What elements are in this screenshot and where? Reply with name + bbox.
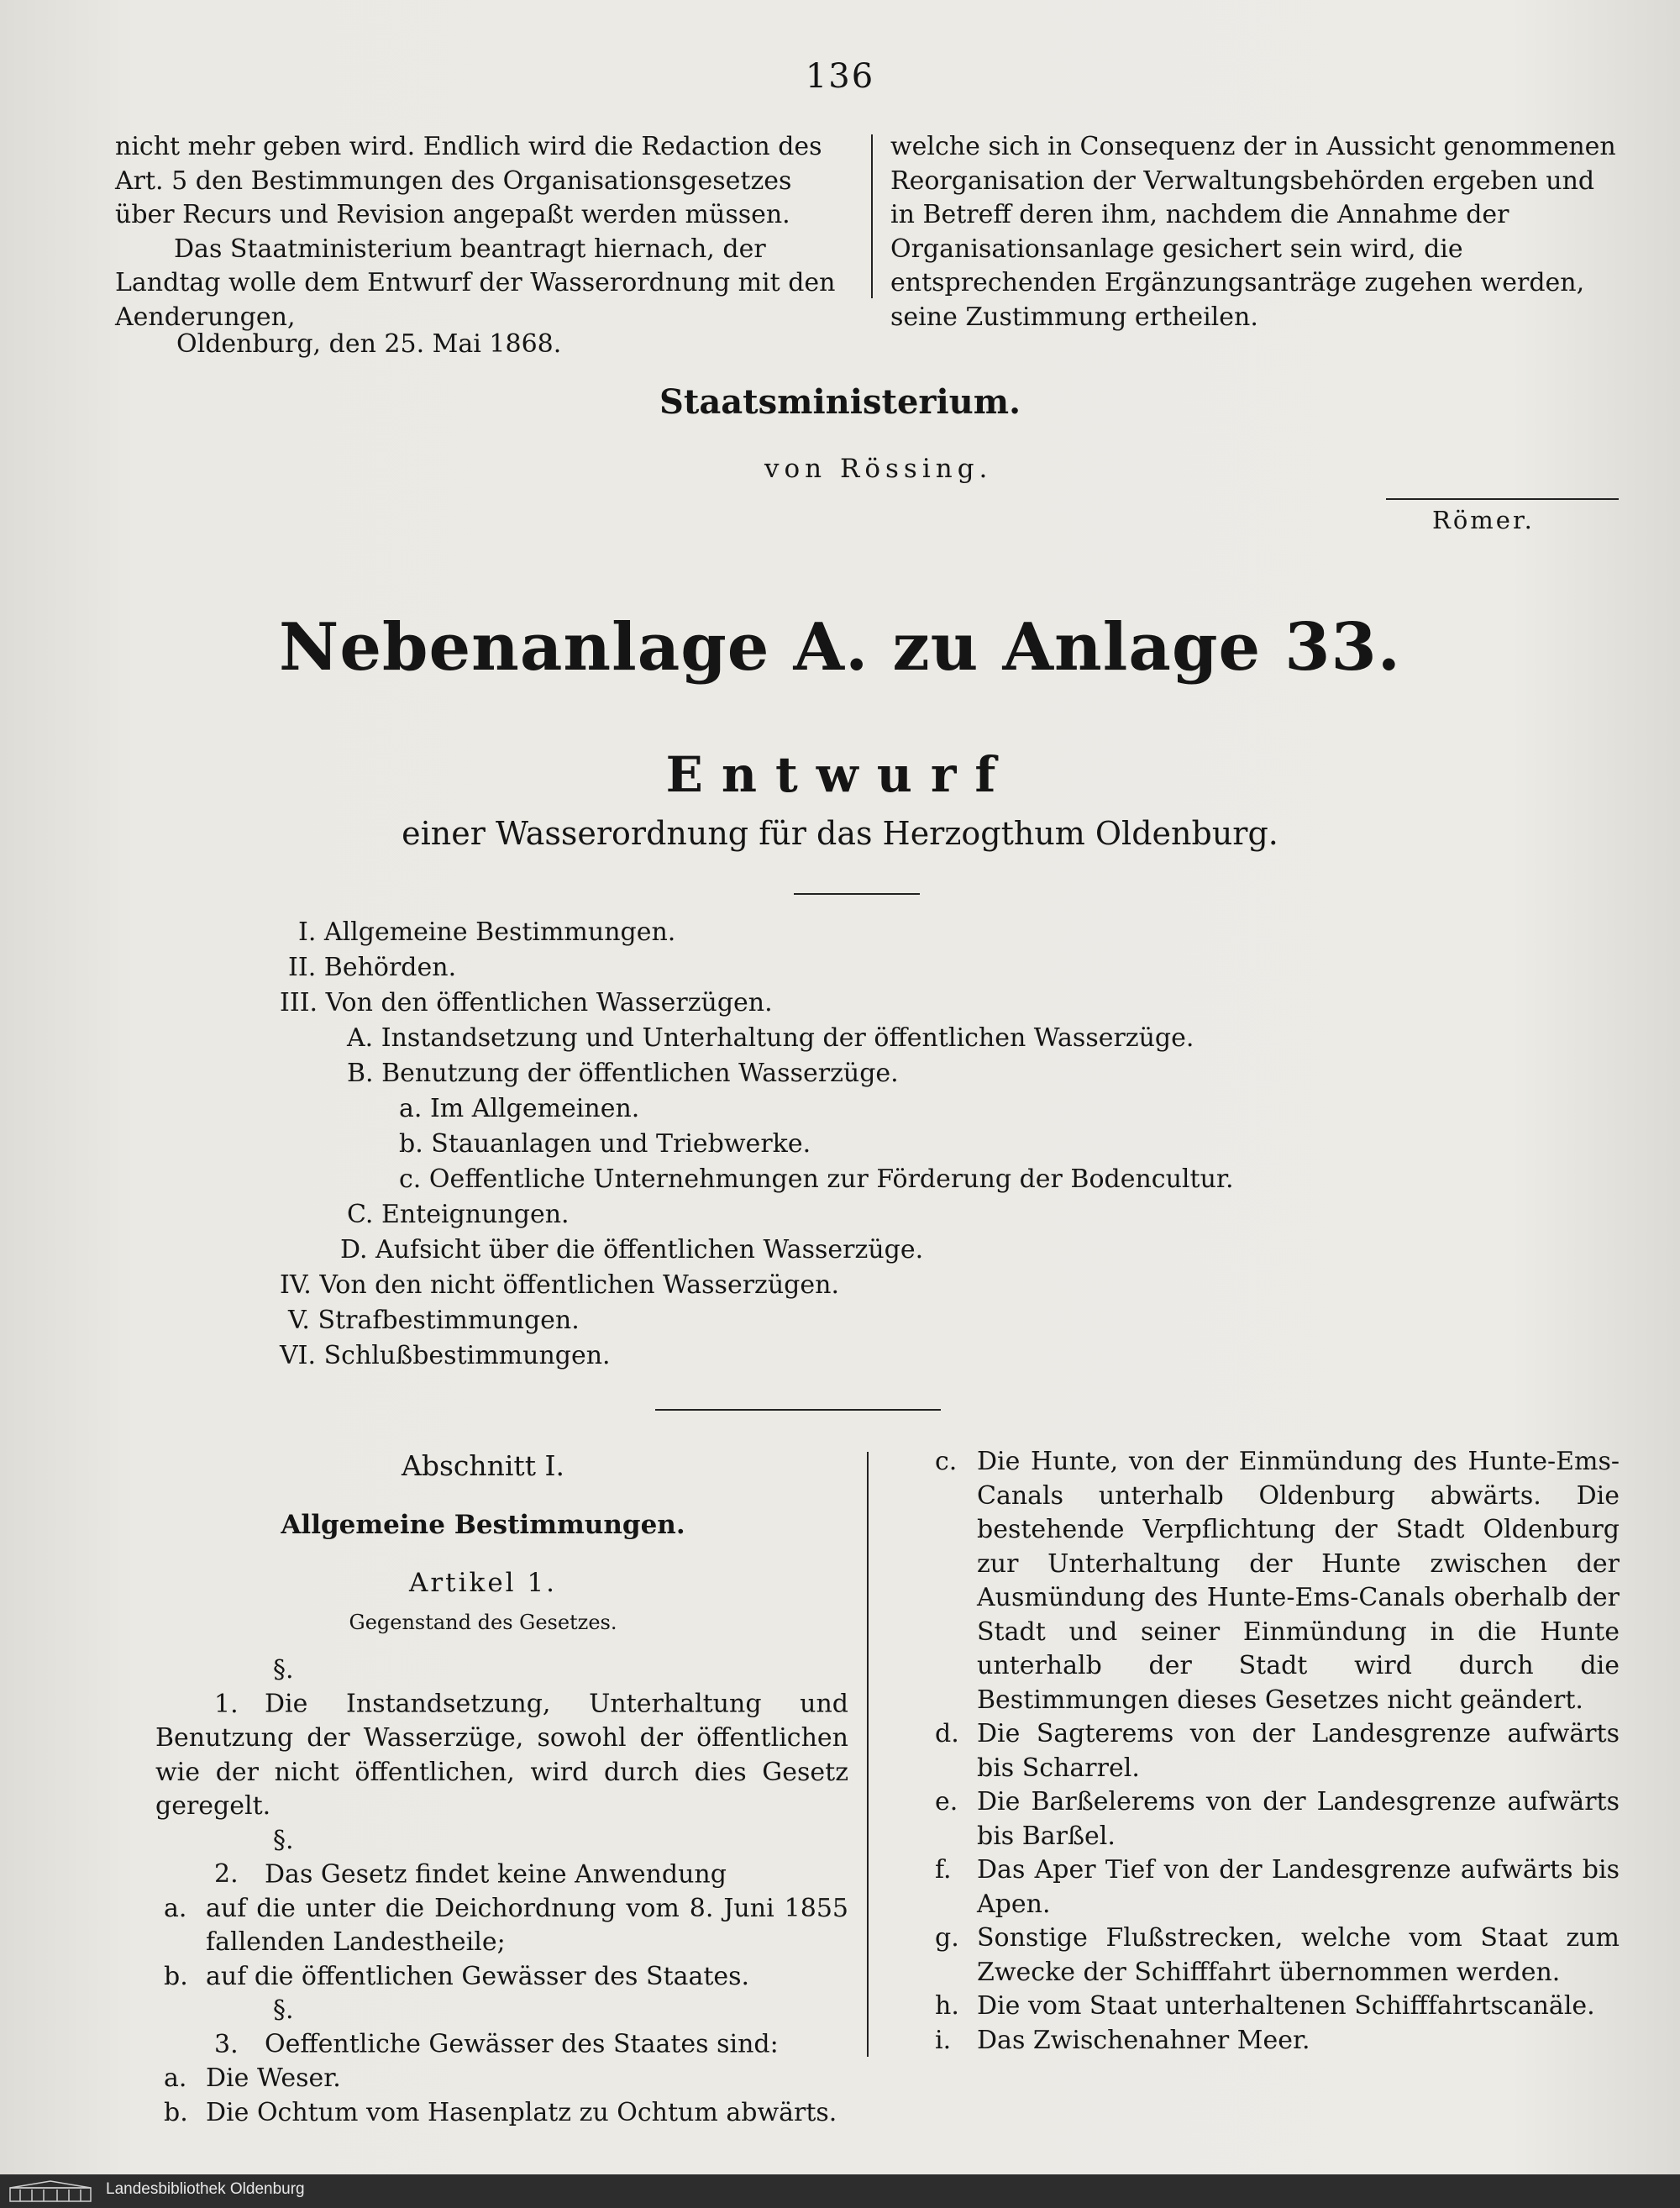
list-item-text: Die Barßelerems von der Landesgrenze aufwärts bis Barßel.: [977, 1787, 1620, 1851]
list-item-text: Die Ochtum vom Hasenplatz zu Ochtum abwärts.: [206, 2097, 837, 2127]
top-left-paragraph-1: nicht mehr geben wird. Endlich wird die Redaction des Art. 5 den Bestimmungen des Organisationsgesetzes über Recurs und Revision angepaßt werden müssen.: [115, 132, 822, 229]
list-item-text: Die Weser.: [206, 2063, 341, 2093]
top-right-column: [890, 130, 1625, 334]
toc-item: III. Von den öffentlichen Wasserzügen.: [280, 988, 773, 1017]
list-item-text: auf die öffentlichen Gewässer des Staates.: [206, 1961, 750, 1991]
list-item-label: f.: [935, 1855, 952, 1885]
list-item: [935, 1717, 1620, 1785]
paragraph-3-text: Oeffentliche Gewässer des Staates sind:: [265, 2029, 779, 2059]
list-item: [935, 1853, 1620, 1921]
list-item-label: i.: [935, 2025, 952, 2055]
list-item-label: g.: [935, 1923, 959, 1953]
paragraph-1-label: §. 1.: [214, 1655, 294, 1719]
top-left-column: [115, 130, 854, 334]
toc-item: IV. Von den nicht öffentlichen Wasserzügen.: [280, 1270, 839, 1300]
list-item-text: Sonstige Flußstrecken, welche vom Staat zum Zwecke der Schifffahrt übernommen werden.: [977, 1923, 1620, 1987]
toc-item: C. Enteignungen.: [347, 1200, 570, 1229]
list-item-label: a.: [164, 1893, 187, 1923]
list-item-text: auf die unter die Deichordnung vom 8. Juni 1855 fallenden Landestheile;: [206, 1893, 848, 1957]
list-item: [164, 2062, 848, 2096]
list-item-text: Die vom Staat unterhaltenen Schifffahrtscanäle.: [977, 1991, 1595, 2021]
list-item: [935, 1445, 1620, 1717]
library-building-icon: [8, 2179, 92, 2203]
section-heading: Allgemeine Bestimmungen.: [281, 1510, 685, 1540]
list-item-label: h.: [935, 1991, 959, 2021]
paragraph-2: [155, 1824, 848, 1892]
top-right-paragraph-1: welche sich in Consequenz der in Aussicht genommenen Reorganisation der Verwaltungsbehörden ergeben und in Betreff deren ihm, nachdem die Annahme der Organisationsanlage gesichert sein wird, die entsprechenden Ergänzungsanträge zugehen werden, seine Zustimmung ertheilen.: [890, 132, 1616, 332]
list-item-text: Die Sagterems von der Landesgrenze aufwärts bis Scharrel.: [977, 1719, 1620, 1783]
date-line: Oldenburg, den 25. Mai 1868.: [176, 329, 562, 359]
list-item: [935, 1921, 1620, 1990]
article-subject: Gegenstand des Gesetzes.: [349, 1611, 617, 1634]
list-item-text: Das Zwischenahner Meer.: [977, 2025, 1310, 2055]
document-subtitle: einer Wasserordnung für das Herzogthum Oldenburg.: [402, 815, 1278, 852]
article-heading: Artikel 1.: [408, 1568, 558, 1598]
list-item-label: b.: [164, 2097, 188, 2127]
list-item: [935, 1785, 1620, 1853]
list-item-label: c.: [935, 1447, 958, 1476]
section-abschnitt: Abschnitt I.: [402, 1449, 564, 1482]
paragraph-1-text: Die Instandsetzung, Unterhaltung und Benutzung der Wasserzüge, sowohl der öffentlichen wie der nicht öffentlichen, wird durch dies Gesetz geregelt.: [155, 1689, 848, 1821]
list-item: [164, 1960, 848, 1995]
list-item: [935, 2024, 1620, 2058]
paragraph-2-label: §. 2.: [214, 1825, 294, 1889]
list-item: [164, 1892, 848, 1960]
toc-item: a. Im Allgemeinen.: [399, 1094, 640, 1123]
toc-item: I. Allgemeine Bestimmungen.: [298, 917, 676, 947]
paragraph-2-text: Das Gesetz findet keine Anwendung: [265, 1859, 727, 1889]
body-column-divider: [867, 1452, 869, 2057]
main-title: Nebenanlage A. zu Anlage 33.: [279, 609, 1401, 686]
list-item-label: e.: [935, 1787, 958, 1816]
list-item: [935, 1990, 1620, 2024]
toc-item: V. Strafbestimmungen.: [288, 1306, 580, 1335]
ministry-heading: Staatsministerium.: [659, 382, 1021, 422]
signature-roemer: Römer.: [1432, 506, 1535, 534]
list-item-text: Die Hunte, von der Einmündung des Hunte-Ems-Canals unterhalb Oldenburg abwärts. Die bestehende Verpflichtung der Stadt Oldenburg zur Unterhaltung der Hunte zwischen der Ausmündung des Hunte-Ems-Canals oberhalb der Stadt und seiner Einmündung in die Hunte unterhalb der Stadt wird durch die Bestimmungen dieses Gesetzes nicht geändert.: [977, 1447, 1620, 1715]
toc-item: b. Stauanlagen und Triebwerke.: [399, 1129, 811, 1159]
top-column-divider: [871, 134, 873, 298]
list-item-text: Das Aper Tief von der Landesgrenze aufwärts bis Apen.: [977, 1855, 1620, 1919]
paragraph-3-label: §. 3.: [214, 1995, 294, 2059]
page-number: 136: [805, 57, 875, 96]
toc-item: B. Benutzung der öffentlichen Wasserzüge.: [347, 1059, 899, 1088]
toc-item: D. Aufsicht über die öffentlichen Wasserzüge.: [340, 1235, 924, 1264]
paragraph-1: [155, 1653, 848, 1824]
left-body-column: [155, 1653, 848, 2130]
list-item: [164, 2096, 848, 2131]
signature-rule: [1386, 498, 1619, 500]
section-rule: [655, 1409, 941, 1411]
entwurf-heading: Entwurf: [665, 746, 1015, 803]
toc-item: c. Oeffentliche Unternehmungen zur Förderung der Bodencultur.: [399, 1164, 1234, 1194]
toc-item: II. Behörden.: [288, 953, 457, 982]
signature-rossing: von Rössing.: [764, 454, 993, 484]
toc-item: A. Instandsetzung und Unterhaltung der öffentlichen Wasserzüge.: [347, 1023, 1194, 1053]
paragraph-3: [155, 1994, 848, 2062]
library-name: Landesbibliothek Oldenburg: [106, 2180, 305, 2198]
right-body-column: [935, 1445, 1620, 2058]
list-item-label: a.: [164, 2063, 187, 2093]
subtitle-rule: [794, 893, 920, 895]
toc-item: VI. Schlußbestimmungen.: [280, 1341, 611, 1370]
list-item-label: d.: [935, 1719, 959, 1748]
top-left-paragraph-2: Das Staatministerium beantragt hiernach, der Landtag wolle dem Entwurf der Wasserordnung mit den Aenderungen,: [115, 234, 836, 332]
list-item-label: b.: [164, 1961, 188, 1991]
library-footer-bar: [0, 2174, 1680, 2208]
